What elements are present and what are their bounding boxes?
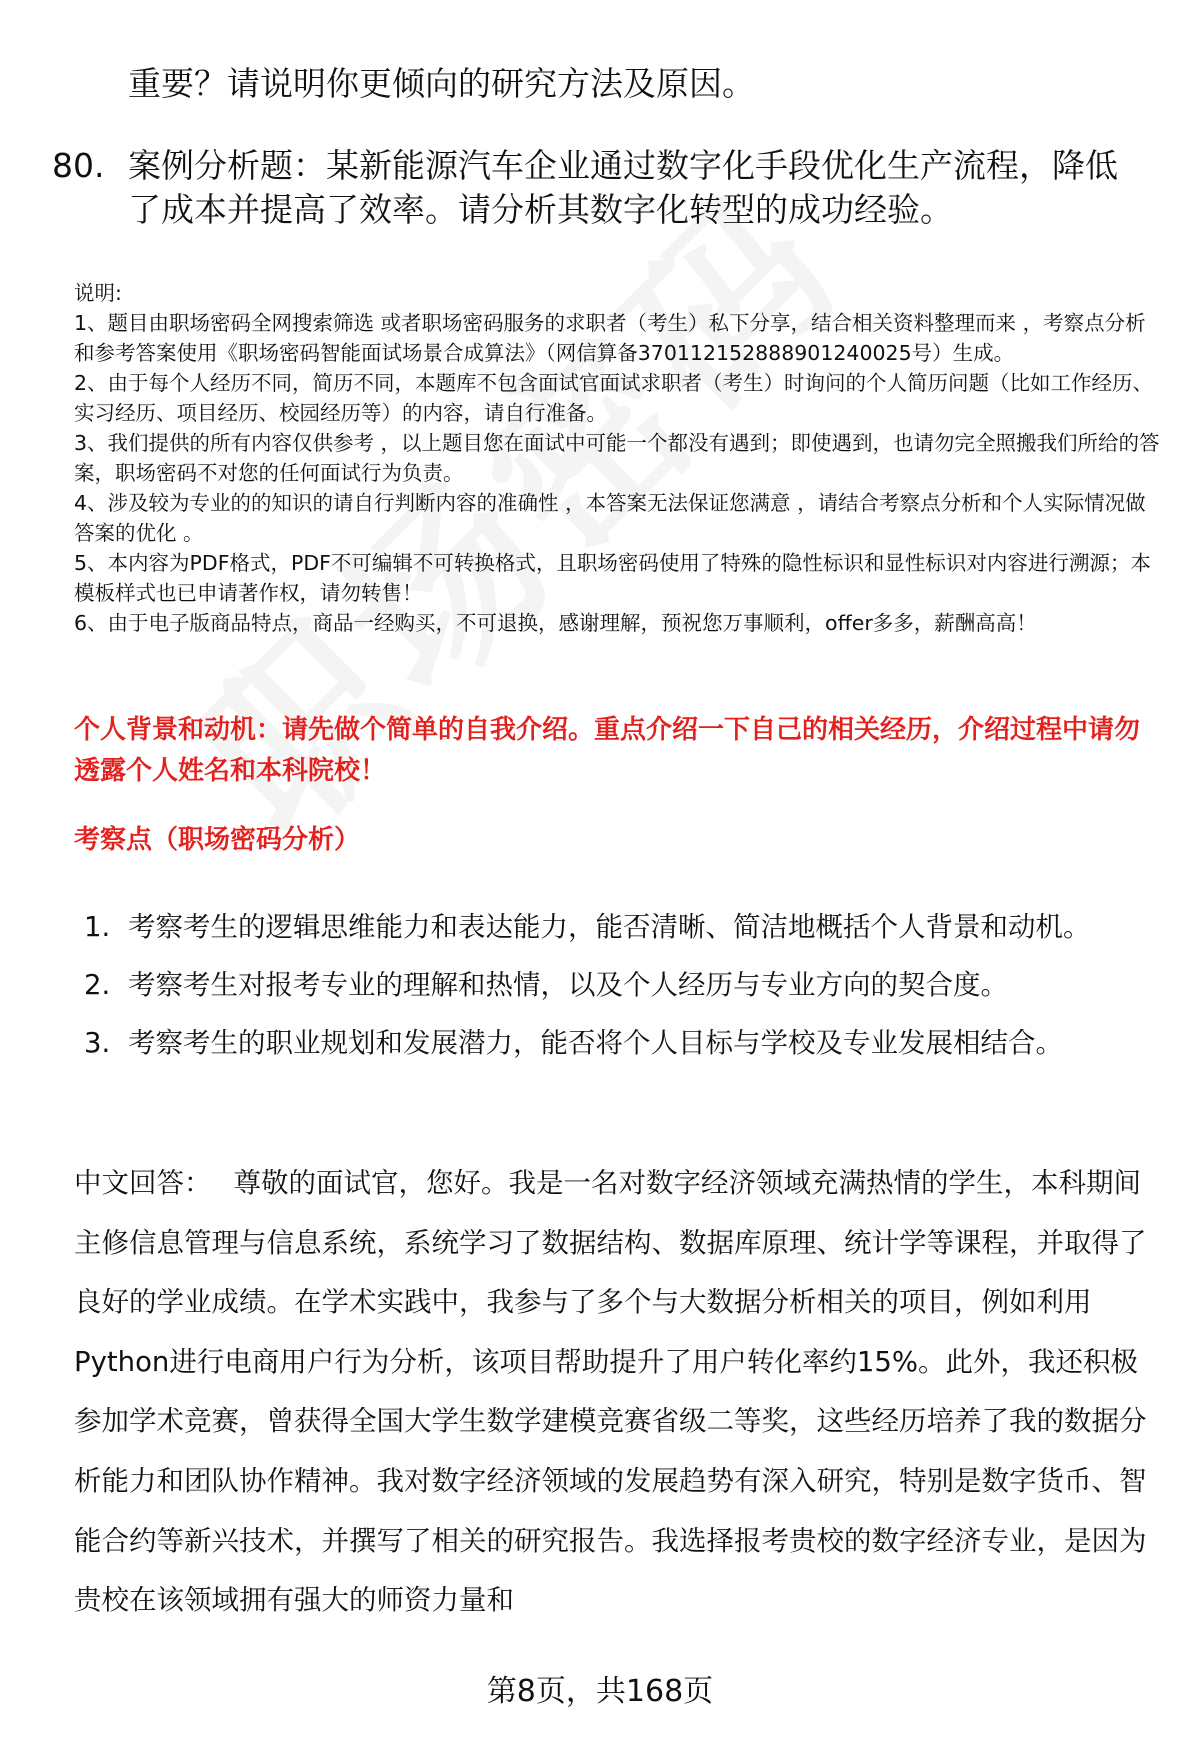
- assessment-point: [84, 1014, 1154, 1072]
- point-number: 2.: [84, 969, 111, 1001]
- point-number: 3.: [84, 1027, 111, 1059]
- point-text: 考察考生的逻辑思维能力和表达能力，能否清晰、简洁地概括个人背景和动机。: [128, 911, 1091, 943]
- question-continued-text: 重要？请说明你更倾向的研究方法及原因。: [128, 64, 755, 103]
- note-item: 1、题目由职场密码全网搜索筛选 或者职场密码服务的求职者（考生）私下分享，结合相关资料整理而来 ，考察点分析和参考答案使用《职场密码智能面试场景合成算法》（网信算备370112152888901240025号）生成。: [74, 311, 1146, 365]
- note-item: 2、由于每个人经历不同，简历不同，本题库不包含面试官面试求职者（考生）时询问的个人简历问题（比如工作经历、实习经历、项目经历、校园经历等）的内容，请自行准备。: [74, 371, 1154, 425]
- assessment-point: [84, 956, 1154, 1014]
- note-item: 6、由于电子版商品特点，商品一经购买，不可退换，感谢理解，预祝您万事顺利，offer多多，薪酬高高！: [74, 611, 1037, 635]
- page-footer: 第8页，共168页: [486, 1674, 714, 1709]
- point-text: 考察考生对报考专业的理解和热情，以及个人经历与专业方向的契合度。: [128, 969, 1008, 1001]
- question-number: 80.: [52, 146, 105, 185]
- notes-section: [74, 278, 1164, 638]
- assessment-points-list: [84, 898, 1154, 1072]
- section-subheading: 考察点（职场密码分析）: [74, 825, 361, 855]
- point-number: 1.: [84, 911, 111, 943]
- note-item: 5、本内容为PDF格式，PDF不可编辑不可转换格式，且职场密码使用了特殊的隐性标识和显性标识对内容进行溯源；本模板样式也已申请著作权，请勿转售！: [74, 551, 1151, 605]
- assessment-point: [84, 898, 1154, 956]
- point-text: 考察考生的职业规划和发展潜力，能否将个人目标与学校及专业发展相结合。: [128, 1027, 1063, 1059]
- answer-text: 尊敬的面试官，您好。我是一名对数字经济领域充满热情的学生，本科期间主修信息管理与信息系统，系统学习了数据结构、数据库原理、统计学等课程，并取得了良好的学业成绩。在学术实践中，我参与了多个与大数据分析相关的项目，例如利用Python进行电商用户行为分析，该项目帮助提升了用户转化率约15%。此外，我还积极参加学术竞赛，曾获得全国大学生数学建模竞赛省级二等奖，这些经历培养了我的数据分析能力和团队协作精神。我对数字经济领域的发展趋势有深入研究，特别是数字货币、智能合约等新兴技术，并撰写了相关的研究报告。我选择报考贵校的数字经济专业，是因为贵校在该领域拥有强大的师资力量和: [74, 1167, 1147, 1617]
- note-item: 4、涉及较为专业的的知识的请自行判断内容的准确性 ，本答案无法保证您满意 ，请结合考察点分析和个人实际情况做答案的优化 。: [74, 491, 1146, 545]
- answer-label: 中文回答：: [74, 1167, 212, 1199]
- answer-paragraph: [74, 1154, 1154, 1631]
- section-heading: 个人背景和动机：请先做个简单的自我介绍。重点介绍一下自己的相关经历，介绍过程中请勿透露个人姓名和本科院校！: [74, 715, 1141, 786]
- notes-title: 说明:: [74, 281, 122, 305]
- note-item: 3、我们提供的所有内容仅供参考 ，以上题目您在面试中可能一个都没有遇到；即使遇到，也请勿完全照搬我们所给的答案，职场密码不对您的任何面试行为负责。: [74, 431, 1160, 485]
- question-text: 案例分析题：某新能源汽车企业通过数字化手段优化生产流程，降低了成本并提高了效率。请分析其数字化转型的成功经验。: [128, 146, 1118, 229]
